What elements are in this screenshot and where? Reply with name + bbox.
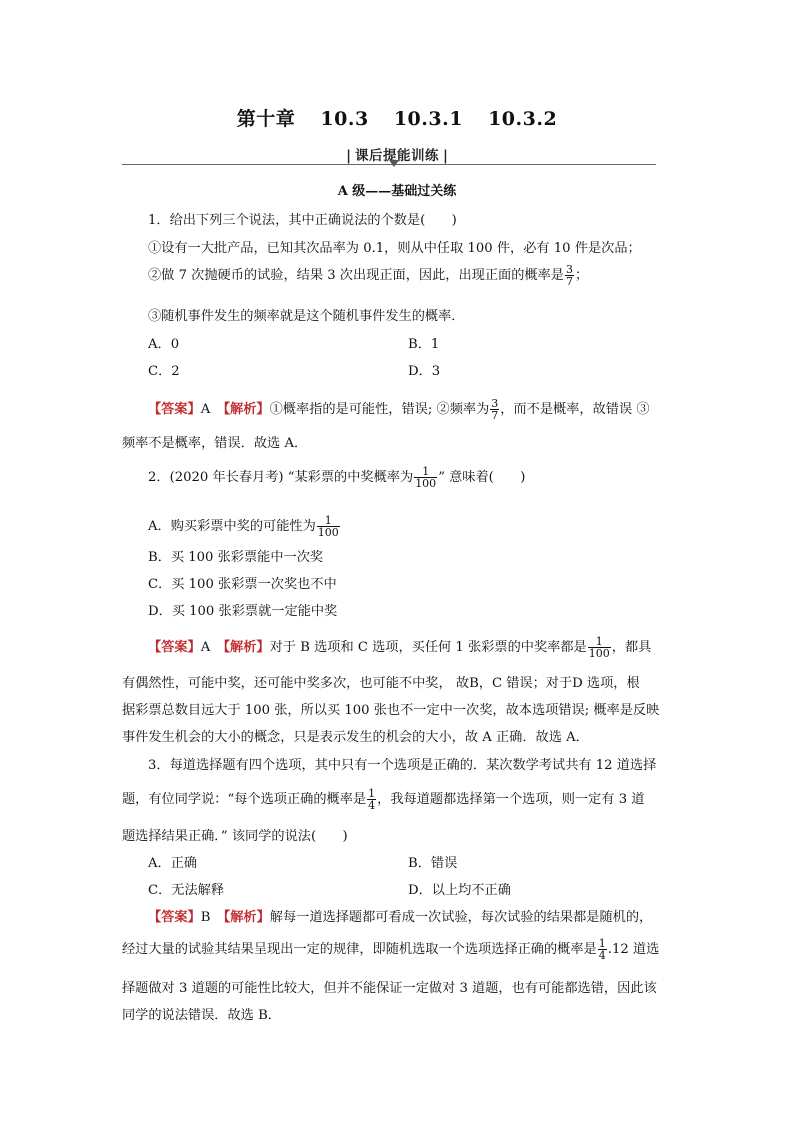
fraction: $\frac{1}{4}$ bbox=[368, 787, 376, 812]
q3-option-b: B．错误 bbox=[408, 856, 458, 871]
q3-answer-line-1: 【答案】B 【解析】解每一道选择题都可看成一次试验，每次试验的结果都是随机的， bbox=[148, 910, 653, 925]
q3-option-c: C．无法解释 bbox=[148, 883, 225, 898]
q1-option-d: D．3 bbox=[408, 364, 441, 379]
page-title bbox=[0, 104, 794, 131]
chapter-label: 第十章 bbox=[236, 108, 296, 130]
q1-option-b: B．1 bbox=[408, 337, 440, 352]
q1-option-c: C．2 bbox=[148, 364, 180, 379]
q2-option-d: D．买 100 张彩票就一定能中奖 bbox=[148, 604, 338, 619]
fraction: $\frac{3}{7}$ bbox=[565, 263, 573, 288]
section-number: 10.3.1 bbox=[393, 108, 463, 130]
analysis-label: 【解析】 bbox=[223, 402, 270, 417]
fraction: $\frac{3}{7}$ bbox=[491, 397, 499, 422]
banner-label: 课后提能训练 bbox=[351, 148, 443, 164]
answer-label: 【答案】 bbox=[148, 910, 201, 925]
analysis-label: 【解析】 bbox=[223, 640, 270, 655]
q1-statement-3: ③随机事件发生的频率就是这个随机事件发生的概率． bbox=[148, 309, 465, 324]
fraction: $\frac{1}{100}$ bbox=[588, 635, 610, 660]
fraction: $\frac{1}{4}$ bbox=[598, 937, 606, 962]
answer-label: 【答案】 bbox=[148, 402, 201, 417]
q1-answer-line-2: 频率不是概率，错误．故选 A． bbox=[122, 436, 308, 451]
q1-option-a: A．0 bbox=[148, 337, 180, 352]
q2-answer-line-4: 事件发生机会的大小的概念，只是表示发生的机会的大小，故 A 正确．故选 A． bbox=[122, 730, 589, 745]
q3-answer-line-4: 同学的说法错误．故选 B． bbox=[122, 1008, 281, 1023]
q3-stem-line-1: 3．每道选择题有四个选项，其中只有一个选项是正确的．某次数学考试共有 12 道选择 bbox=[148, 758, 657, 773]
q1-statement-1: ①设有一大批产品，已知其次品率为 0.1，则从中任取 100 件，必有 10 件是次品； bbox=[148, 241, 641, 256]
fraction: $\frac{1}{100}$ bbox=[317, 514, 339, 539]
level-heading: A 级——基础过关练 bbox=[337, 184, 457, 199]
q2-answer-line-2: 有偶然性，可能中奖，还可能中奖多次，也可能不中奖， 故B，C 错误；对于D 选项，根 bbox=[122, 676, 640, 691]
banner: | 课后提能训练 | bbox=[346, 148, 448, 164]
q3-option-d: D．以上均不正确 bbox=[408, 883, 511, 898]
q1-stem: 1．给出下列三个说法，其中正确说法的个数是( ) bbox=[148, 213, 457, 228]
q2-stem: 2．(2020 年长春月考) “某彩票的中奖概率为 $\frac{1}{100}$ ” 意味着( ) bbox=[148, 465, 526, 490]
q2-answer-line-1: 【答案】A 【解析】对于 B 选项和 C 选项，买任何 1 张彩票的中奖率都是 $\frac{1}{100}$ ，都具 bbox=[148, 635, 652, 660]
q2-option-c: C．买 100 张彩票一次奖也不中 bbox=[148, 577, 337, 592]
q1-statement-2: ②做 7 次抛硬币的试验，结果 3 次出现正面，因此，出现正面的概率是 $\frac{3}{7}$ ； bbox=[148, 263, 589, 288]
triangle-down-icon bbox=[389, 160, 399, 167]
q2-option-b: B．买 100 张彩票能中一次奖 bbox=[148, 550, 324, 565]
q2-option-a: A．购买彩票中奖的可能性为 $\frac{1}{100}$ bbox=[148, 514, 339, 539]
q3-answer-line-3: 择题做对 3 道题的可能性比较大，但并不能保证一定做对 3 道题，也有可能都选错，因此该 bbox=[122, 981, 657, 996]
section-number: 10.3 bbox=[320, 108, 369, 130]
answer-label: 【答案】 bbox=[148, 640, 201, 655]
q3-stem-line-3: 题选择结果正确．” 该同学的说法( ) bbox=[122, 829, 348, 844]
q3-stem-line-2: 题，有位同学说：“每个选项正确的概率是 $\frac{1}{4}$ ，我每道题都选择第一个选项，则一定有 3 道 bbox=[122, 787, 645, 812]
q3-answer-line-2: 经过大量的试验其结果呈现出一定的规律，即随机选取一个选项选择正确的概率是 $\frac{1}{4}$ .12 道选 bbox=[122, 937, 660, 962]
analysis-label: 【解析】 bbox=[223, 910, 270, 925]
q3-option-a: A．正确 bbox=[148, 856, 198, 871]
fraction: $\frac{1}{100}$ bbox=[415, 465, 437, 490]
section-number: 10.3.2 bbox=[488, 108, 558, 130]
q2-answer-line-3: 据彩票总数目远大于 100 张，所以买 100 张也不一定中一次奖，故本选项错误; 概率是反映 bbox=[122, 703, 660, 718]
q1-answer-line-1: 【答案】A 【解析】①概率指的是可能性，错误; ②频率为 $\frac{3}{7}$ ，而不是概率，故错误 ③ bbox=[148, 397, 650, 422]
